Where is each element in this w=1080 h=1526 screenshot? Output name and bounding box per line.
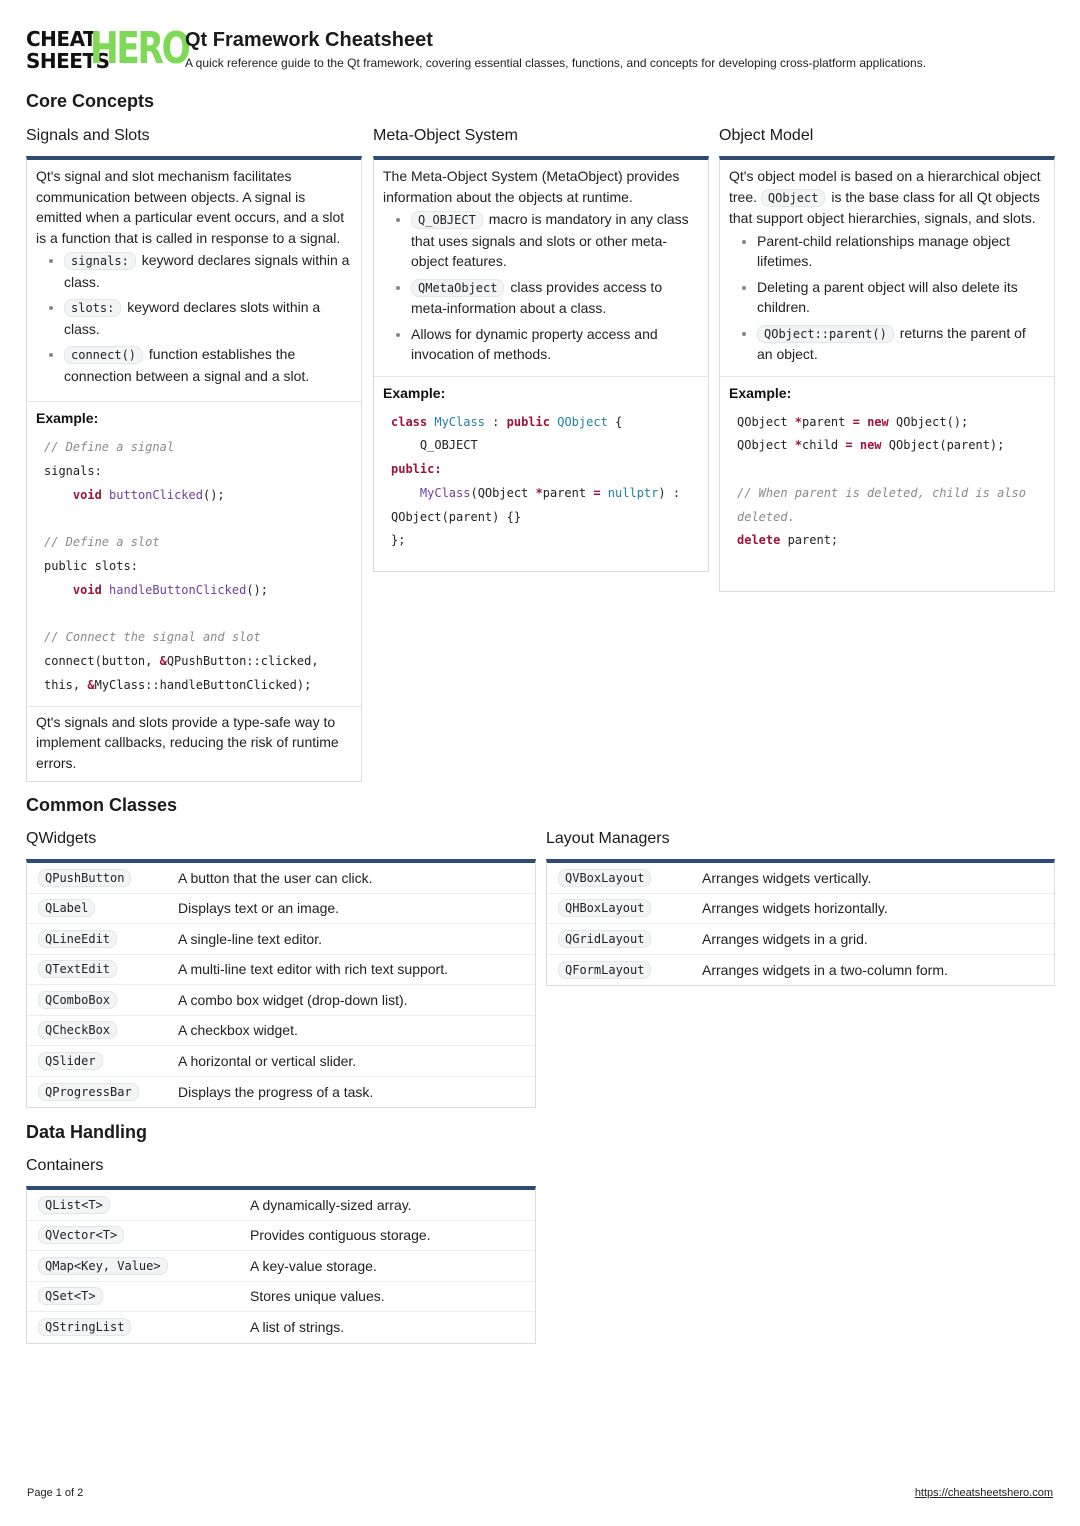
meta-object-intro: The Meta-Object System (MetaObject) provides information about the objects at runtime. xyxy=(383,168,680,205)
table-description-cell: Provides contiguous storage. xyxy=(250,1227,431,1244)
table-key-cell xyxy=(27,1052,178,1070)
list-item xyxy=(64,297,352,339)
inline-code: slots: xyxy=(64,299,121,317)
table-description-cell: Displays the progress of a task. xyxy=(178,1083,374,1100)
class-name-code: QVBoxLayout xyxy=(558,869,651,887)
logo-text-cheat: CHEAT xyxy=(26,27,97,51)
subsection-title-containers: Containers xyxy=(26,1157,104,1174)
table-row xyxy=(547,955,1054,986)
class-name-code: QLineEdit xyxy=(38,930,117,948)
code-line: connect(button, xyxy=(44,654,160,669)
inline-code: QObject xyxy=(761,189,826,207)
table-description-cell: Stores unique values. xyxy=(250,1288,385,1305)
table-key-cell xyxy=(27,991,178,1009)
table-description-cell: A key-value storage. xyxy=(250,1257,377,1274)
class-name-code: QHBoxLayout xyxy=(558,899,651,917)
code-line xyxy=(860,415,867,429)
meta-object-list xyxy=(383,209,699,365)
code-line: child xyxy=(802,438,846,453)
subsection-title-meta-object: Meta-Object System xyxy=(373,127,518,144)
class-name-code: QSlider xyxy=(38,1052,103,1070)
list-item-text: Allows for dynamic property access and invocation of methods. xyxy=(411,325,658,362)
list-item xyxy=(757,231,1045,272)
code-line: public slots: xyxy=(44,558,138,573)
table-key-cell xyxy=(27,1083,178,1101)
table-description-cell: Arranges widgets in a grid. xyxy=(702,930,868,947)
code-block xyxy=(374,401,708,562)
table-key-cell xyxy=(27,899,178,917)
table-description-cell: A multi-line text editor with rich text support. xyxy=(178,961,448,978)
table-description-cell: A list of strings. xyxy=(250,1319,345,1336)
code-line: (); xyxy=(202,487,225,502)
code-line: parent xyxy=(802,414,853,429)
code-line: QObject(); xyxy=(888,414,969,429)
code-operator: * xyxy=(794,438,803,453)
code-keyword: public xyxy=(506,414,550,429)
code-operator: & xyxy=(87,677,95,692)
code-comment: // Define a slot xyxy=(44,535,160,550)
code-function: handleButtonClicked xyxy=(109,582,247,597)
code-operator: * xyxy=(535,485,543,500)
table-row xyxy=(27,1312,535,1343)
object-model-list xyxy=(729,231,1045,365)
table-key-cell xyxy=(27,1021,178,1039)
table-description-cell: Arranges widgets horizontally. xyxy=(702,900,888,917)
table-description-cell: A single-line text editor. xyxy=(178,930,322,947)
class-name-code: QFormLayout xyxy=(558,961,651,979)
code-type: QObject xyxy=(557,414,608,429)
code-line: MyClass::handleButtonClicked); xyxy=(94,677,312,692)
list-item xyxy=(411,324,699,365)
table-key-cell xyxy=(27,1257,250,1275)
list-item-text: Deleting a parent object will also delete its children. xyxy=(757,278,1018,315)
list-item-text: class provides access to meta-information about a class. xyxy=(411,278,663,316)
table-description-cell: A checkbox widget. xyxy=(178,1022,298,1039)
code-keyword: class xyxy=(391,414,428,429)
subsection-title-qwidgets: QWidgets xyxy=(26,830,97,847)
code-line: (QObject xyxy=(470,485,536,500)
class-name-code: QMap<Key, Value> xyxy=(38,1257,168,1275)
signals-slots-body xyxy=(27,160,361,397)
list-item-text: function establishes the connection between a signal and a slot. xyxy=(64,346,310,384)
subsection-title-object-model: Object Model xyxy=(719,127,814,144)
site-logo[interactable] xyxy=(26,23,189,74)
code-function: buttonClicked xyxy=(109,487,203,502)
class-name-code: QCheckBox xyxy=(38,1021,117,1039)
code-line: QPushButton::clicked, xyxy=(166,654,319,669)
signals-slots-note: Qt's signals and slots provide a type-safe way to implement callbacks, reducing the risk of runtime errors. xyxy=(27,706,361,780)
code-line: this, xyxy=(44,677,88,692)
table-key-cell xyxy=(27,1226,250,1244)
code-operator: & xyxy=(159,654,167,669)
table-row xyxy=(27,1282,535,1313)
signals-slots-intro: Qt's signal and slot mechanism facilitates communication between objects. A signal is emitted when a particular event occurs, and a slot is a function that is called in response to a signal. xyxy=(36,168,345,246)
class-name-code: QSet<T> xyxy=(38,1287,103,1305)
list-item-text: macro is mandatory in any class that uses signals and slots or other meta-object features. xyxy=(411,211,689,269)
inline-code: QMetaObject xyxy=(411,279,504,297)
table-row xyxy=(547,894,1054,925)
class-name-code: QProgressBar xyxy=(38,1083,139,1101)
table-description-cell: A button that the user can click. xyxy=(178,869,373,886)
code-line: }; xyxy=(391,533,406,548)
code-comment: deleted. xyxy=(737,509,795,524)
code-keyword: void xyxy=(72,487,102,502)
code-line: ) : xyxy=(658,485,681,500)
list-item xyxy=(411,209,699,272)
code-block xyxy=(27,426,361,706)
code-operator: = xyxy=(845,438,853,453)
inline-code: connect() xyxy=(64,346,143,364)
code-line: (); xyxy=(246,582,269,597)
table-key-cell xyxy=(27,1318,250,1336)
code-line: Q_OBJECT xyxy=(391,438,478,453)
section-title-common-classes: Common Classes xyxy=(26,795,178,815)
object-model-card xyxy=(719,156,1055,592)
code-line xyxy=(601,486,608,500)
table-row xyxy=(27,955,535,986)
signals-slots-list xyxy=(36,250,352,386)
list-item-text: keyword declares slots within a class. xyxy=(64,299,321,337)
containers-table xyxy=(26,1186,536,1344)
example-label: Example: xyxy=(27,401,361,426)
intro-text: Qt's object model is based on a hierarchical object tree. xyxy=(729,168,1041,205)
intro-text: is the base class for all Qt objects that support object hierarchies, signals, and slots. xyxy=(729,188,1040,226)
inline-code: QObject::parent() xyxy=(757,325,894,343)
table-description-cell: A combo box widget (drop-down list). xyxy=(178,991,408,1008)
code-keyword: new xyxy=(859,438,882,453)
section-title-data-handling: Data Handling xyxy=(26,1122,148,1142)
table-row xyxy=(27,863,535,894)
table-key-cell xyxy=(27,869,178,887)
subsection-title-layout-managers: Layout Managers xyxy=(546,830,670,847)
signals-slots-card xyxy=(26,156,362,782)
code-operator: = xyxy=(593,485,601,500)
code-literal: nullptr xyxy=(607,485,659,500)
code-keyword: new xyxy=(867,414,889,429)
list-item xyxy=(64,344,352,386)
table-key-cell xyxy=(27,1196,250,1214)
example-label: Example: xyxy=(374,376,708,401)
table-row xyxy=(27,985,535,1016)
table-description-cell: Arranges widgets in a two-column form. xyxy=(702,961,948,978)
class-name-code: QVector<T> xyxy=(38,1226,124,1244)
list-item xyxy=(757,323,1045,365)
code-comment: // Connect the signal and slot xyxy=(44,630,261,645)
inline-code: Q_OBJECT xyxy=(411,211,483,229)
table-key-cell xyxy=(547,961,702,979)
code-operator: * xyxy=(794,414,803,429)
table-row xyxy=(547,924,1054,955)
table-row xyxy=(27,894,535,925)
code-line xyxy=(853,438,860,452)
table-description-cell: A dynamically-sized array. xyxy=(250,1196,412,1213)
table-key-cell xyxy=(547,899,702,917)
class-name-code: QPushButton xyxy=(38,869,131,887)
code-operator: = xyxy=(852,414,860,429)
table-row xyxy=(27,1251,535,1282)
table-row xyxy=(27,1046,535,1077)
site-link[interactable]: https://cheatsheetshero.com xyxy=(914,1487,1053,1499)
object-model-body xyxy=(720,160,1054,376)
meta-object-card xyxy=(373,156,709,572)
example-label: Example: xyxy=(720,376,1054,401)
code-block xyxy=(720,401,1054,562)
code-comment: // Define a signal xyxy=(44,440,175,454)
class-name-code: QComboBox xyxy=(38,991,117,1009)
object-model-intro xyxy=(729,166,1045,229)
code-keyword: void xyxy=(72,582,102,597)
table-row xyxy=(547,863,1054,894)
section-title-core-concepts: Core Concepts xyxy=(26,91,155,111)
table-key-cell xyxy=(27,930,178,948)
code-line: { xyxy=(607,414,623,429)
code-type: MyClass xyxy=(434,414,485,429)
table-row xyxy=(27,924,535,955)
class-name-code: QStringList xyxy=(38,1318,131,1336)
table-row xyxy=(27,1221,535,1252)
code-line: parent; xyxy=(780,533,839,548)
table-key-cell xyxy=(27,960,178,978)
table-row xyxy=(27,1077,535,1108)
list-item-text: returns the parent of an object. xyxy=(757,324,1026,362)
code-line: QObject(parent) {} xyxy=(391,509,522,524)
list-item-text: keyword declares signals within a class. xyxy=(64,252,350,290)
meta-object-body xyxy=(374,160,708,376)
table-description-cell: A horizontal or vertical slider. xyxy=(178,1052,357,1069)
list-item xyxy=(757,277,1045,318)
logo-text-hero: HERO xyxy=(90,23,189,74)
code-line: signals: xyxy=(44,463,102,478)
code-line: QObject xyxy=(737,414,795,429)
page-subtitle: A quick reference guide to the Qt framework, covering essential classes, functions, and concepts for developing cross-platform applications. xyxy=(185,56,927,70)
class-name-code: QList<T> xyxy=(38,1196,110,1214)
logo-text-sheets: SHEETS xyxy=(26,49,110,73)
code-function: MyClass xyxy=(419,485,471,500)
list-item xyxy=(64,250,352,292)
code-line: parent xyxy=(542,485,594,500)
code-comment: // When parent is deleted, child is also xyxy=(737,485,1026,500)
code-line: QObject(parent); xyxy=(881,438,1005,453)
table-key-cell xyxy=(547,930,702,948)
table-row xyxy=(27,1016,535,1047)
table-key-cell xyxy=(27,1287,250,1305)
inline-code: signals: xyxy=(64,252,136,270)
class-name-code: QGridLayout xyxy=(558,930,651,948)
class-name-code: QTextEdit xyxy=(38,960,117,978)
code-keyword: delete xyxy=(737,533,781,548)
page-title: Qt Framework Cheatsheet xyxy=(185,29,433,51)
page-number: Page 1 of 2 xyxy=(27,1487,84,1499)
code-line: : xyxy=(484,414,507,429)
class-name-code: QLabel xyxy=(38,899,95,917)
qwidgets-table xyxy=(26,859,536,1108)
list-item-text: Parent-child relationships manage object lifetimes. xyxy=(757,232,1010,269)
table-row xyxy=(27,1190,535,1221)
table-description-cell: Arranges widgets vertically. xyxy=(702,869,872,886)
table-description-cell: Displays text or an image. xyxy=(178,900,340,917)
list-item xyxy=(411,277,699,319)
table-key-cell xyxy=(547,869,702,887)
code-line: QObject xyxy=(737,438,795,453)
layout-managers-table xyxy=(546,859,1055,986)
code-keyword: public: xyxy=(391,462,442,477)
subsection-title-signals-slots: Signals and Slots xyxy=(26,127,150,144)
